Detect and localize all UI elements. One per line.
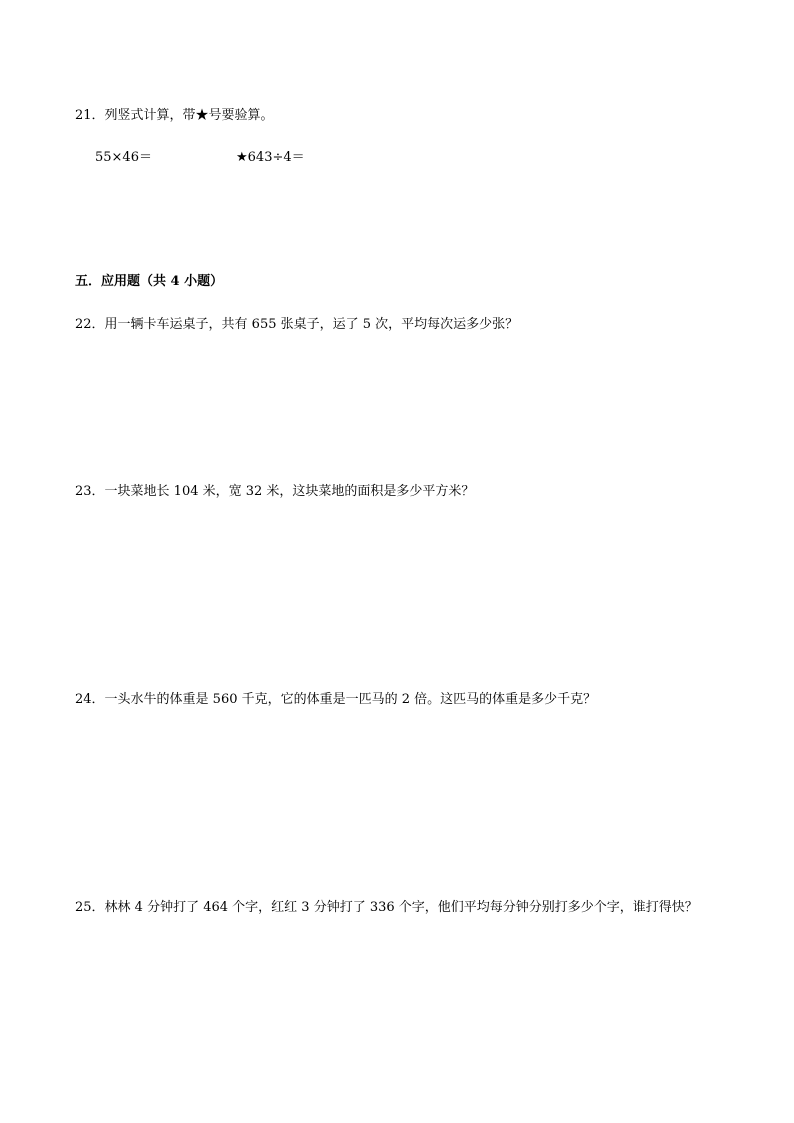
section-5-heading: 五．应用题（共 4 小题） (75, 274, 224, 289)
question-21-calculation-multiply: 55×46＝ (95, 150, 152, 165)
question-21-calculation-divide: ★643÷4＝ (236, 150, 305, 165)
question-23-text: 23．一块菜地长 104 米，宽 32 米，这块菜地的面积是多少平方米？ (75, 484, 475, 499)
question-22-text: 22．用一辆卡车运桌子，共有 655 张桌子，运了 5 次，平均每次运多少张？ (75, 317, 519, 332)
question-25-text: 25．林林 4 分钟打了 464 个字，红红 3 分钟打了 336 个字，他们平均每分钟分别打多少个字，谁打得快？ (75, 900, 698, 915)
question-24-text: 24．一头水牛的体重是 560 千克，它的体重是一匹马的 2 倍。这匹马的体重是多少千克？ (75, 692, 597, 707)
question-21-prompt: 21．列竖式计算，带★号要验算。 (75, 108, 274, 123)
